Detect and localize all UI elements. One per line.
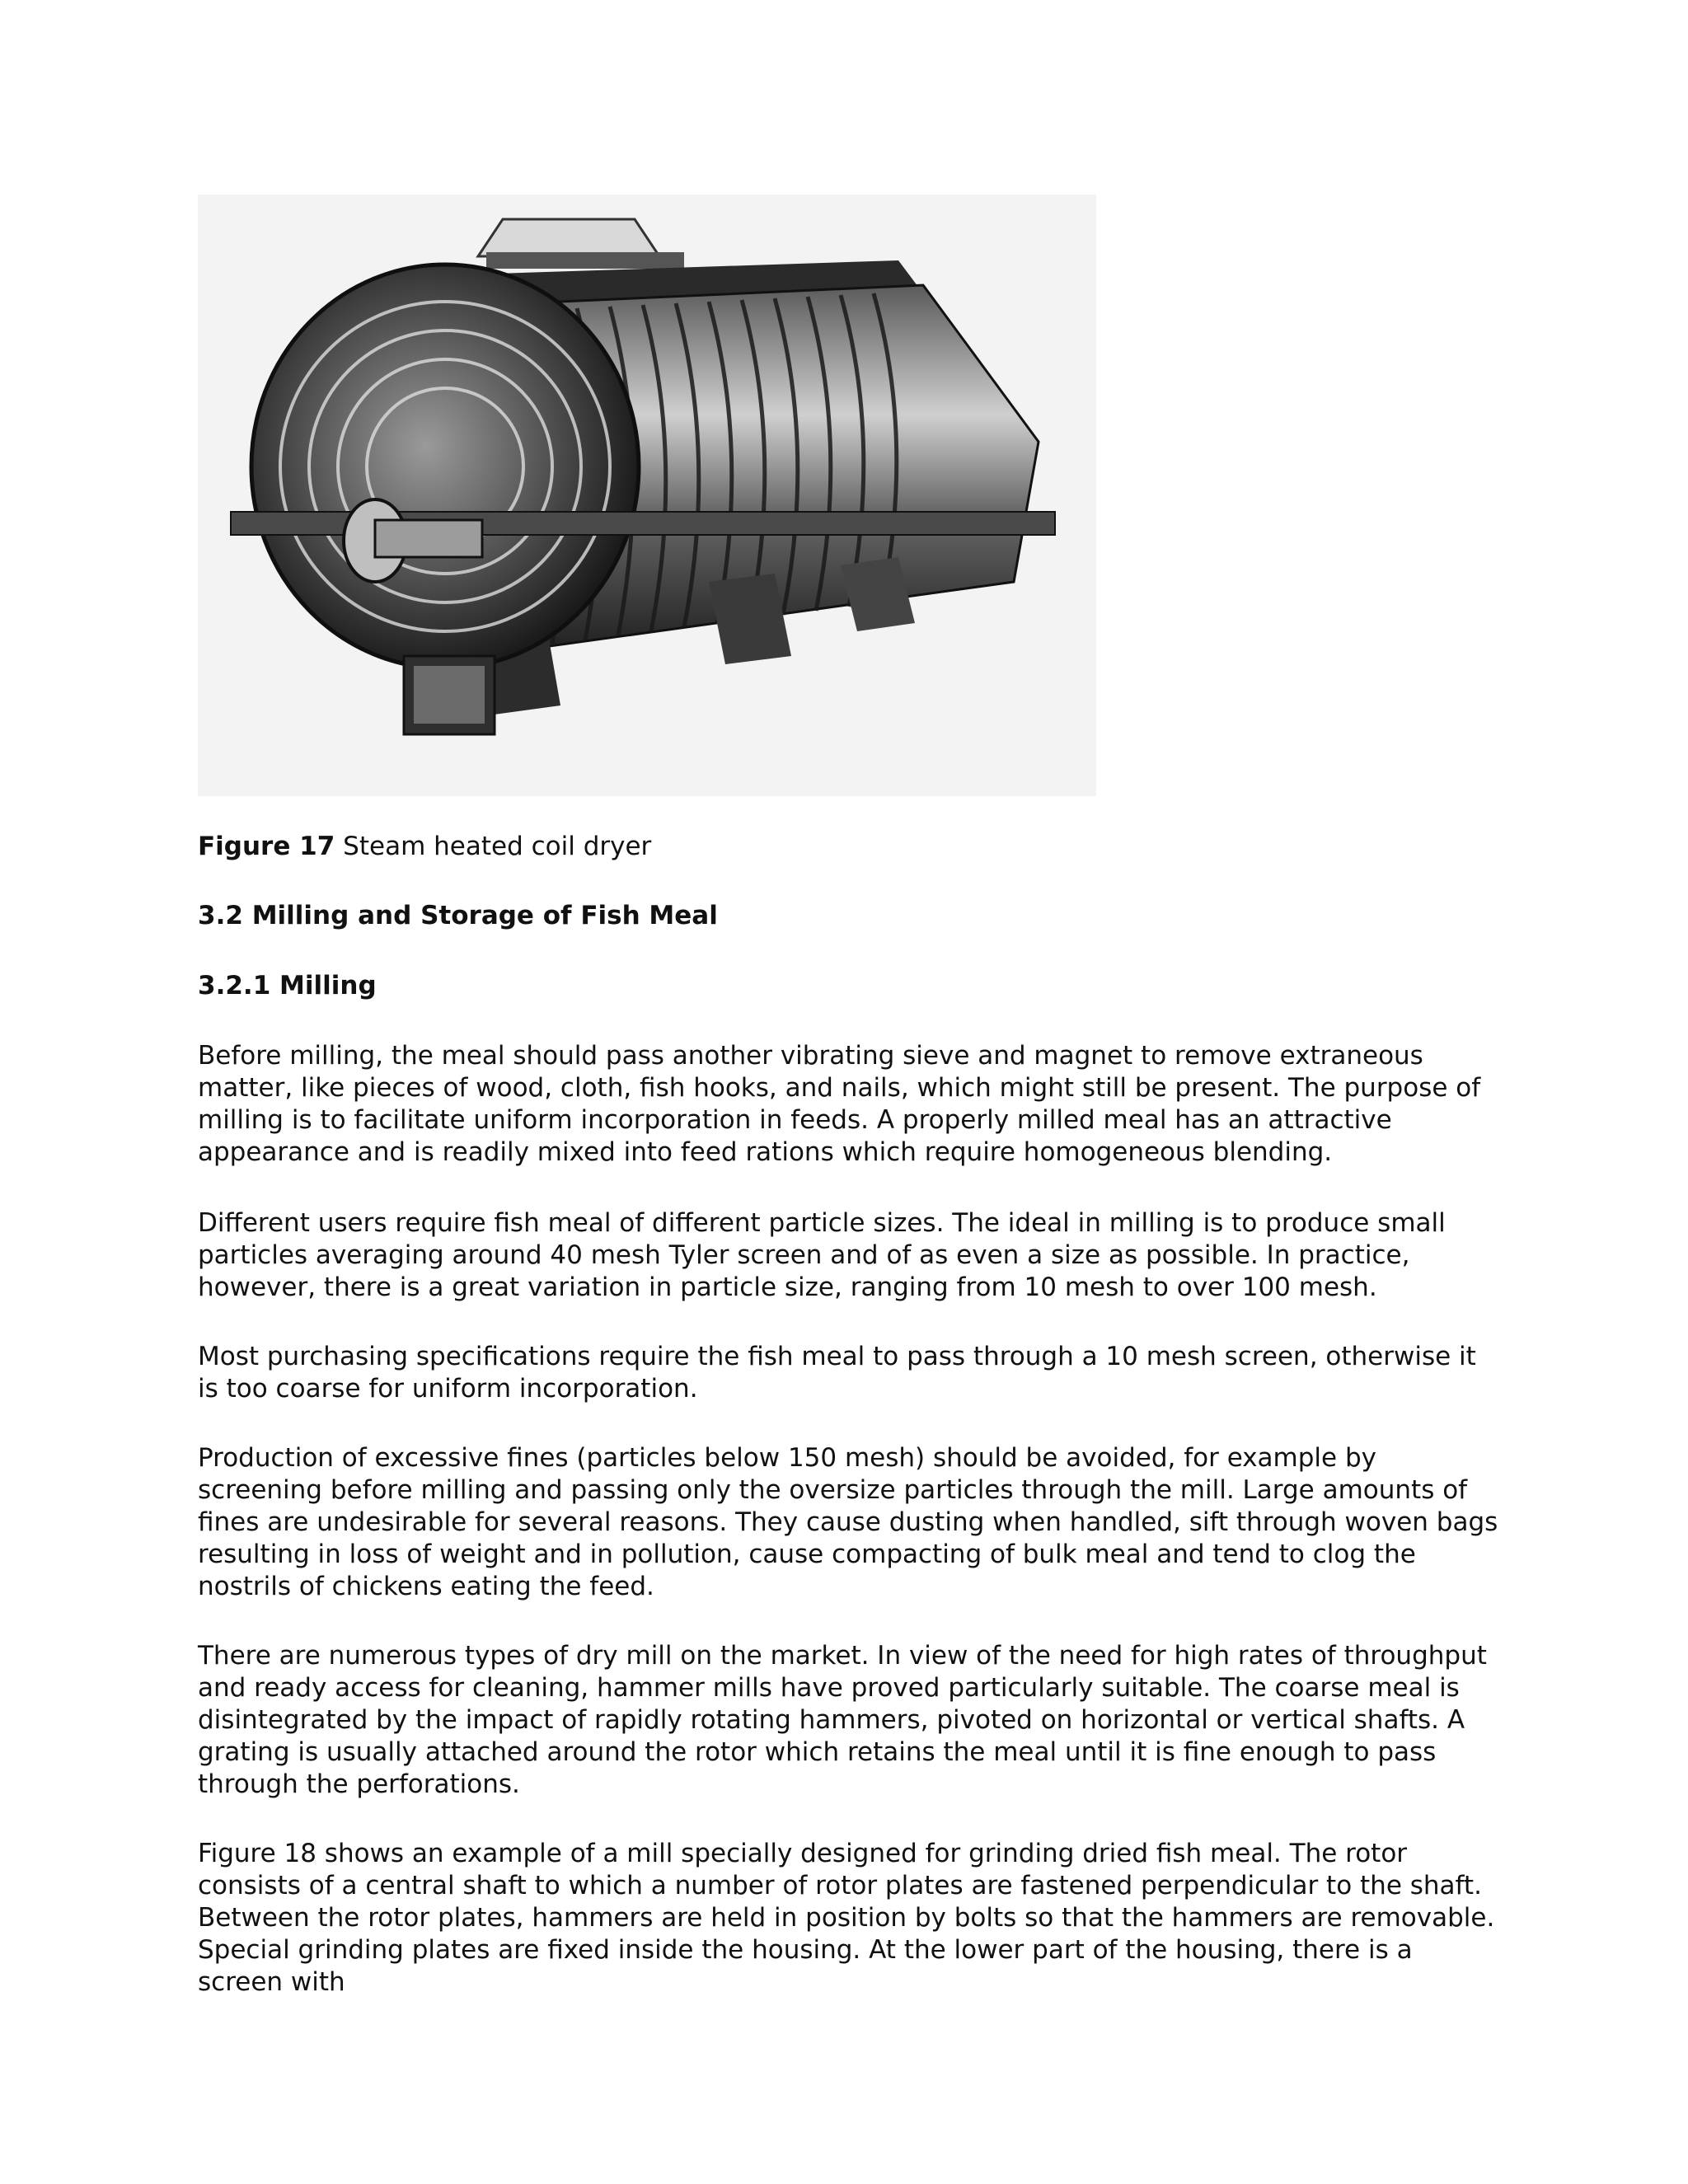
subsection-heading: 3.2.1 Milling <box>198 971 377 1001</box>
paragraph: Before milling, the meal should pass another vibrating sieve and magnet to remove extraneous matter, like pieces of wood, cloth, fish hooks, and nails, which might still be present. The purpose of milling is to facilitate uniform incorporation in feeds. A properly milled meal has an attractive appearance and is readily mixed into feed rations which require homogeneous blending. <box>198 1041 1481 1167</box>
figure-caption-text: Steam heated coil dryer <box>343 832 652 861</box>
paragraph: There are numerous types of dry mill on the market. In view of the need for high rates of throughput and ready access for cleaning, hammer mills have proved particularly suitable. The coarse meal is disintegrated by the impact of rapidly rotating hammers, pivoted on horizontal or vertical shafts. A grating is usually attached around the rotor which retains the meal until it is fine enough to pass through the perforations. <box>198 1641 1487 1799</box>
dryer-photo <box>198 194 1096 796</box>
steam-coil-dryer-illustration <box>198 194 1096 796</box>
figure-caption <box>198 831 651 863</box>
section-heading: 3.2 Milling and Storage of Fish Meal <box>198 901 718 930</box>
paragraph: Different users require fish meal of different particle sizes. The ideal in milling is to produce small particles averaging around 40 mesh Tyler screen and of as even a size as possible. In practice, however, there is a great variation in particle size, ranging from 10 mesh to over 100 mesh. <box>198 1208 1446 1302</box>
paragraph: Production of excessive fines (particles below 150 mesh) should be avoided, for example by screening before milling and passing only the oversize particles through the mill. Large amounts of fines are undesirable for several reasons. They cause dusting when handled, sift through woven bags resulting in loss of weight and in pollution, cause compacting of bulk meal and tend to clog the nostrils of chickens eating the feed. <box>198 1443 1498 1601</box>
paragraph: Figure 18 shows an example of a mill specially designed for grinding dried fish meal. The rotor consists of a central shaft to which a number of rotor plates are fastened perpendicular to the shaft. Between the rotor plates, hammers are held in position by bolts so that the hammers are removable. Special grinding plates are fixed inside the housing. At the lower part of the housing, there is a screen with <box>198 1839 1495 1997</box>
figure-label: Figure 17 <box>198 832 335 861</box>
paragraph: Most purchasing specifications require the fish meal to pass through a 10 mesh screen, otherwise it is too coarse for uniform incorporation. <box>198 1342 1476 1404</box>
